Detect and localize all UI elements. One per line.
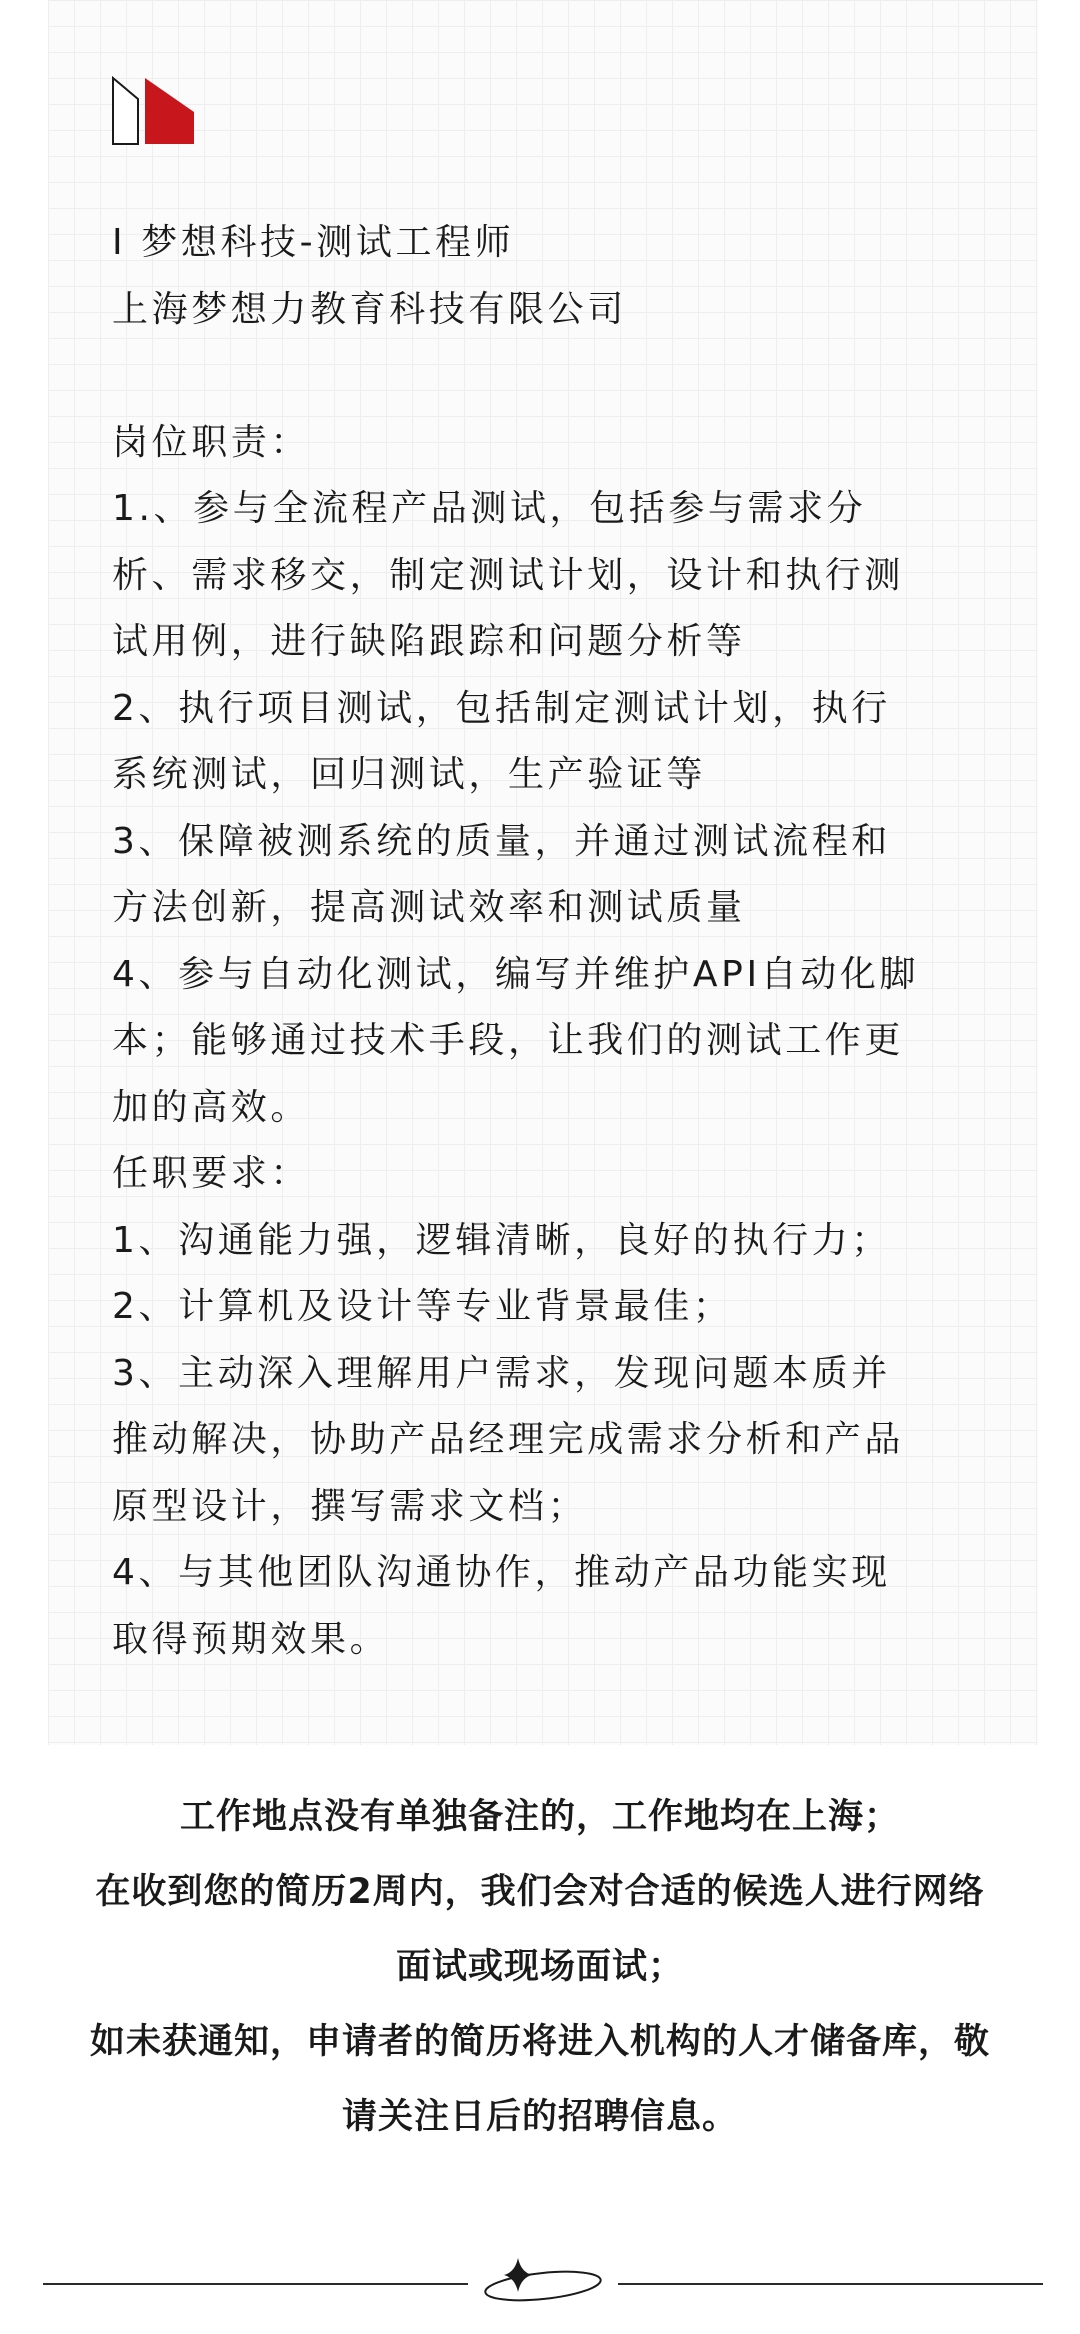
job-title: I 梦想科技-测试工程师 [112, 222, 515, 263]
notice-line: 如未获通知，申请者的简历将进入机构的人才储备库，敬 [89, 2022, 990, 2062]
responsibility-line: 析、需求移交，制定测试计划，设计和执行测 [112, 554, 905, 596]
requirement-line: 取得预期效果。 [112, 1618, 390, 1660]
responsibility-line: 1.、参与全流程产品测试，包括参与需求分 [112, 488, 867, 529]
responsibility-line: 系统测试，回归测试，生产验证等 [112, 754, 707, 795]
requirement-line: 2、计算机及设计等专业背景最佳； [112, 1286, 733, 1327]
requirement-line: 推动解决，协助产品经理完成需求分析和产品 [112, 1419, 905, 1460]
sparkle-orbit-icon [478, 2248, 608, 2318]
responsibility-line: 3、保障被测系统的质量，并通过测试流程和 [112, 820, 891, 862]
job-description [112, 210, 982, 1673]
requirement-line: 1、沟通能力强，逻辑清晰，良好的执行力； [112, 1219, 891, 1261]
footer-divider-left [43, 2283, 468, 2285]
responsibility-line: 4、参与自动化测试，编写并维护API自动化脚 [112, 953, 920, 995]
responsibility-line: 方法创新，提高测试效率和测试质量 [112, 887, 746, 928]
logo-white-block [113, 78, 138, 144]
requirement-line: 3、主动深入理解用户需求，发现问题本质并 [112, 1352, 891, 1394]
section-spacer [112, 343, 982, 410]
responsibility-line: 加的高效。 [112, 1086, 311, 1128]
logo-red-block [145, 78, 194, 144]
notice-line: 请关注日后的招聘信息。 [341, 2097, 738, 2137]
application-notice [36, 1780, 1044, 2155]
requirements-heading: 任职要求： [112, 1153, 311, 1194]
responsibility-line: 试用例，进行缺陷跟踪和问题分析等 [112, 621, 746, 662]
responsibilities-heading: 岗位职责： [112, 421, 311, 463]
notice-line: 在收到您的简历2周内，我们会对合适的候选人进行网络 [95, 1872, 985, 1912]
notice-line: 面试或现场面试； [395, 1947, 684, 1987]
requirement-line: 原型设计，撰写需求文档； [112, 1485, 588, 1527]
requirement-line: 4、与其他团队沟通协作，推动产品功能实现 [112, 1552, 891, 1593]
brand-logo-icon [112, 76, 196, 146]
notice-line: 工作地点没有单独备注的，工作地均在上海； [179, 1797, 900, 1837]
company-name: 上海梦想力教育科技有限公司 [112, 288, 627, 330]
responsibility-line: 2、执行项目测试，包括制定测试计划，执行 [112, 687, 891, 729]
responsibility-line: 本；能够通过技术手段，让我们的测试工作更 [112, 1020, 905, 1061]
footer-divider-right [618, 2283, 1043, 2285]
